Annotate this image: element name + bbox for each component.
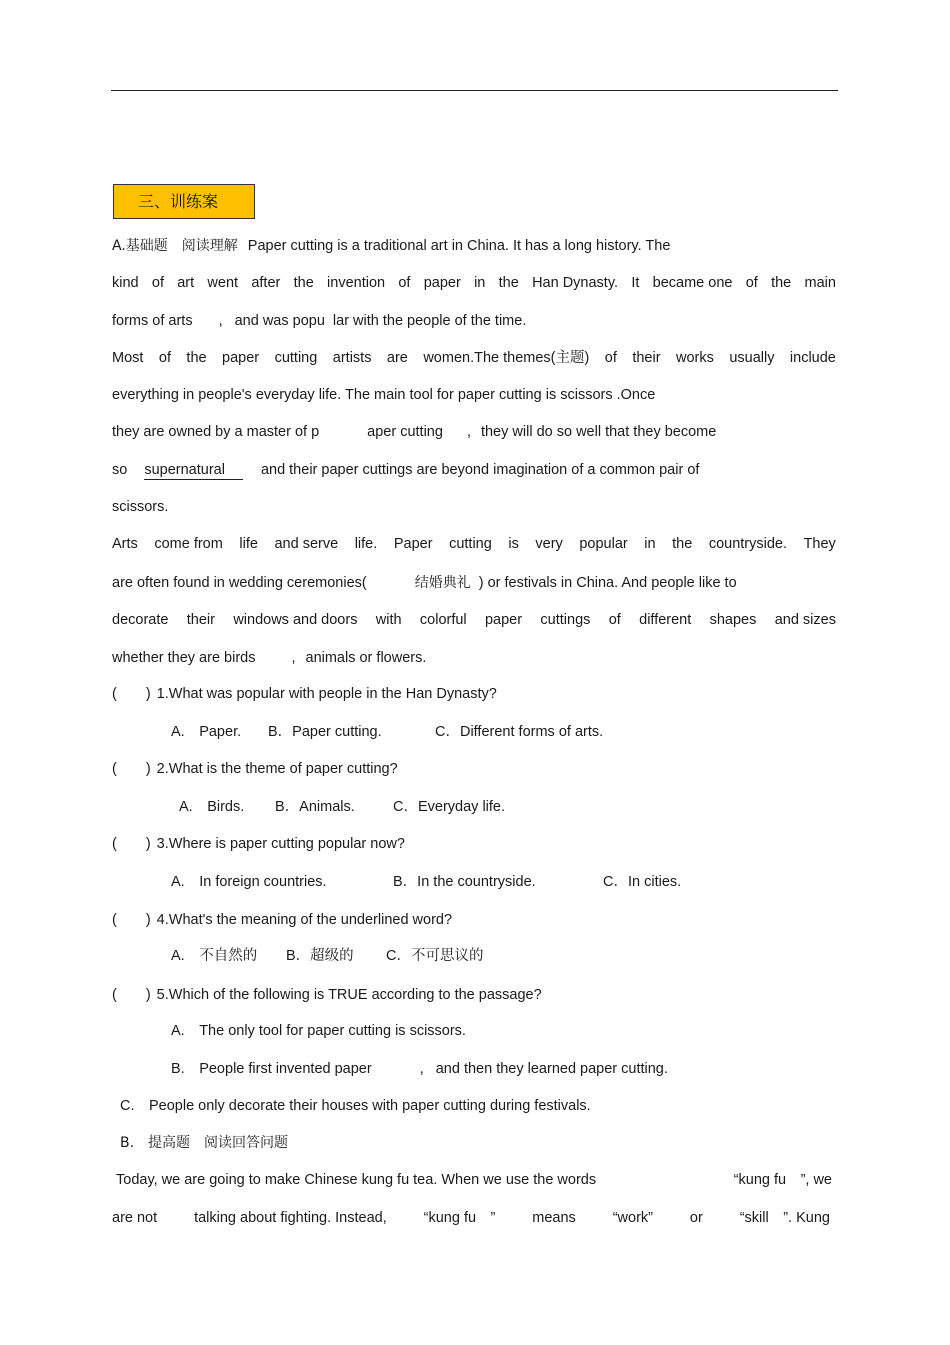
question-4: ( ) 4.What's the meaning of the underlined word?	[112, 912, 453, 928]
passage-a-line-9: Arts come from life and serve life. Paper cutting is very popular in the countryside. They	[112, 536, 836, 552]
q4-option-a[interactable]: A. 不自然的	[171, 948, 258, 964]
q5-option-b[interactable]: B. People first invented paper , and then they learned paper cutting.	[171, 1061, 668, 1077]
passage-a-line-8: scissors.	[112, 499, 169, 515]
question-1: ( ) 1.What was popular with people in the Han Dynasty?	[112, 686, 497, 702]
passage-a-line-5: everything in people's everyday life. The main tool for paper cutting is scissors .Once	[112, 387, 656, 403]
answer-blank-4[interactable]: ( )	[112, 912, 151, 928]
passage-a-line-12: whether they are birds , animals or flowers.	[112, 650, 427, 666]
q5-option-a[interactable]: A. The only tool for paper cutting is scissors.	[171, 1023, 466, 1039]
passage-a-line-1: A.基础题 阅读理解 Paper cutting is a traditional art in China. It has a long history. The	[112, 238, 671, 254]
header-rule	[111, 90, 838, 91]
q3-option-b[interactable]: B．In the countryside.	[393, 874, 536, 890]
q3-option-c[interactable]: C．In cities.	[603, 874, 682, 890]
question-5: ( ) 5.Which of the following is TRUE according to the passage?	[112, 987, 542, 1003]
q1-option-a[interactable]: A. Paper.	[171, 724, 242, 740]
q5-option-c[interactable]: C. People only decorate their houses with paper cutting during festivals.	[120, 1098, 591, 1114]
q1-option-b[interactable]: B．Paper cutting.	[268, 724, 382, 740]
passage-a-line-10: are often found in wedding ceremonies( 结婚典礼 ) or festivals in China. And people like to	[112, 575, 737, 591]
q2-option-a[interactable]: A. Birds.	[179, 799, 245, 815]
passage-a-line-4: Most of the paper cutting artists are women.The themes(主题) of their works usually include	[112, 350, 836, 366]
passage-b-line-2: are not talking about fighting. Instead, “kung fu ” means “work” or “skill ”. Kung	[112, 1210, 830, 1226]
part-a-label: A.基础题 阅读理解	[112, 238, 238, 254]
answer-blank-2[interactable]: ( )	[112, 761, 151, 777]
answer-blank-1[interactable]: ( )	[112, 686, 151, 702]
q4-option-c[interactable]: C．不可思议的	[386, 948, 484, 964]
passage-a-line-3: forms of arts , and was popu lar with the people of the time.	[112, 313, 527, 329]
part-b-label: B. 提高题 阅读回答问题	[120, 1135, 289, 1151]
q1-option-c[interactable]: C．Different forms of arts.	[435, 724, 604, 740]
question-2: ( ) 2.What is the theme of paper cutting?	[112, 761, 398, 777]
answer-blank-5[interactable]: ( )	[112, 987, 151, 1003]
answer-blank-3[interactable]: ( )	[112, 836, 151, 852]
section-title: 三、训练案	[138, 192, 219, 211]
section-title-box	[113, 184, 255, 219]
q4-option-b[interactable]: B．超级的	[286, 948, 354, 964]
q2-option-b[interactable]: B．Animals.	[275, 799, 355, 815]
passage-a-line-6: they are owned by a master of p aper cutting , they will do so well that they become	[112, 424, 717, 440]
q3-option-a[interactable]: A. In foreign countries.	[171, 874, 327, 890]
q2-option-c[interactable]: C．Everyday life.	[393, 799, 506, 815]
underlined-word: supernatural	[144, 462, 243, 480]
passage-a-line-2: kind of art went after the invention of paper in the Han Dynasty. It became one of the main	[112, 275, 836, 291]
passage-a-line-7: so supernatural and their paper cuttings are beyond imagination of a common pair of	[112, 462, 700, 478]
question-3: ( ) 3.Where is paper cutting popular now?	[112, 836, 405, 852]
passage-b-line-1: Today, we are going to make Chinese kung fu tea. When we use the words “kung fu ”, we	[116, 1172, 832, 1188]
passage-a-line-11: decorate their windows and doors with colorful paper cuttings of different shapes and sizes	[112, 612, 836, 628]
